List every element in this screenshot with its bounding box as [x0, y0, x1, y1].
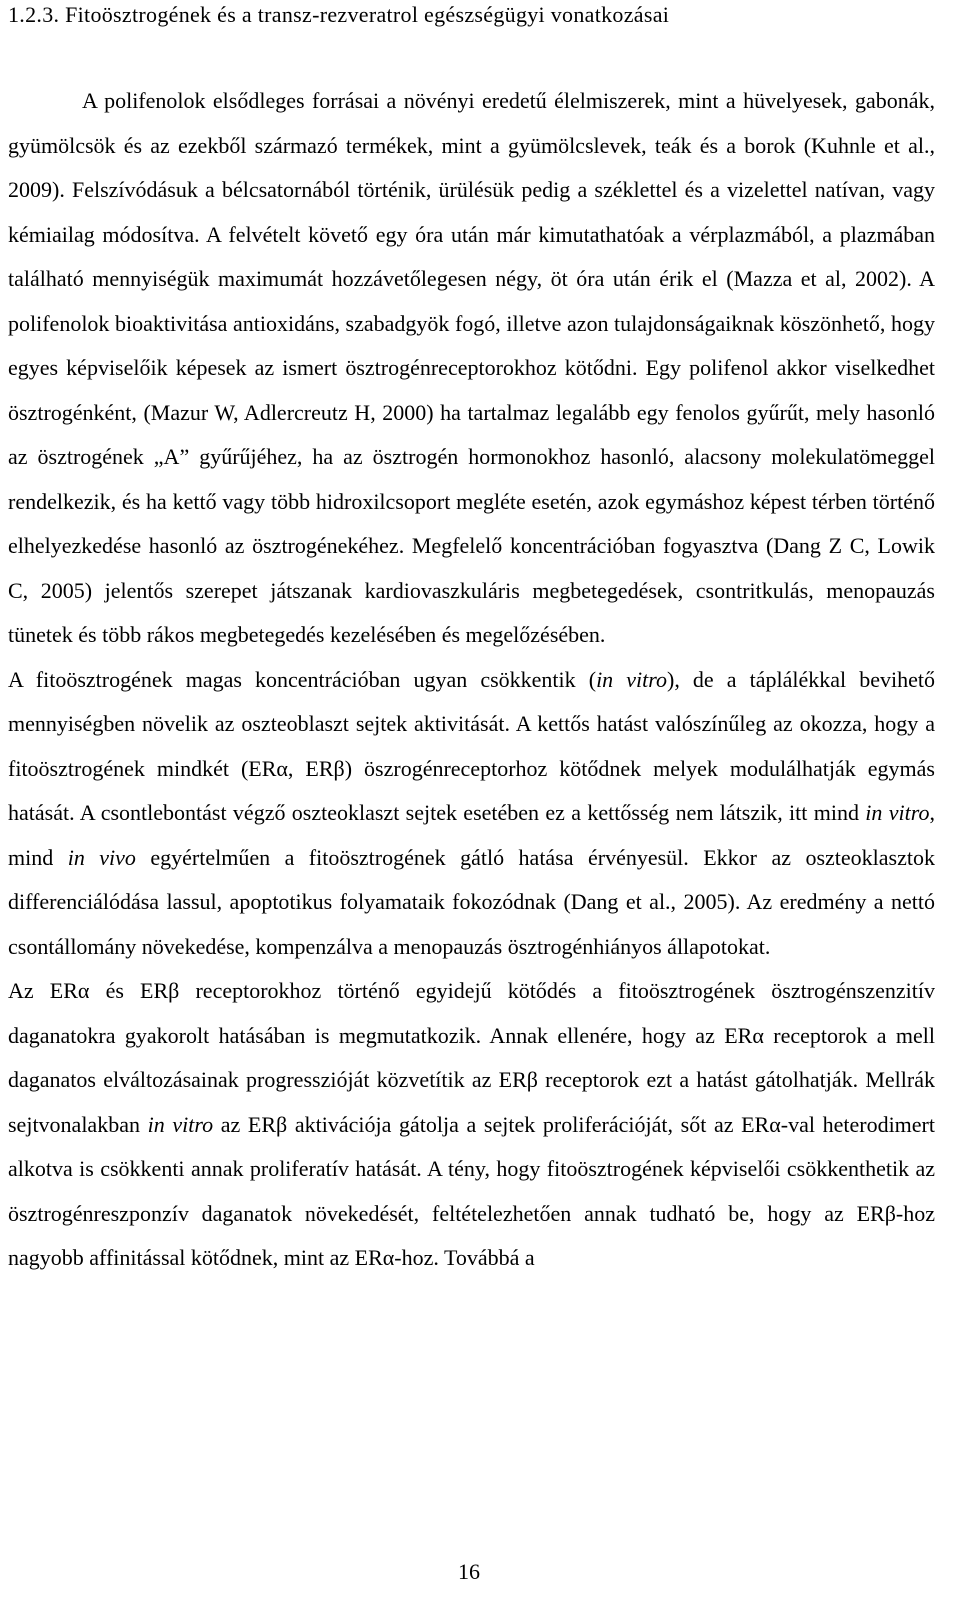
paragraph-polifenol-sources: A polifenolok elsődleges forrásai a növényi eredetű élelmiszerek, mint a hüvelyesek, gabonák, gyümölcsök és az ezekből származó termékek, mint a gyümölcslevek, teák és a borok (Kuhnle et al., 2009). Felszívódásuk a bélcsatornából történik, ürülésük pedig a széklettel és a vizelettel natívan, vagy kémiailag módosítva. A felvételt követő egy óra után már kimutathatóak a vérplazmából, a plazmában található mennyiségük maximumát hozzávetőlegesen négy, öt óra után érik el (Mazza et al, 2002). A polifenolok bioaktivitása antioxidáns, szabadgyök fogó, illetve azon tulajdonságaiknak köszönhető, hogy egyes képviselőik képesek az ismert ösztrogénreceptorokhoz kötődni. Egy polifenol akkor viselkedhet ösztrogénként, (Mazur W, Adlercreutz H, 2000) ha tartalmaz legalább egy fenolos gyűrűt, mely hasonló az ösztrogének „A” gyűrűjéhez, ha az ösztrogén hormonokhoz hasonló, alacsony molekulatömeggel rendelkezik, és ha kettő vagy több hidroxilcsoport megléte esetén, azok egymáshoz képest térben történő elhelyezkedése hasonló az ösztrogénekéhez. Megfelelő koncentrációban fogyasztva (Dang Z C, Lowik C, 2005) jelentős szerepet játszanak kardiovaszkuláris megbetegedések, csontritkulás, menopauzás tünetek és több rákos megbetegedés kezelésében és megelőzésében. — [8, 88, 935, 647]
text-run: az ERβ aktivációja gátolja a sejtek proliferációját, sőt az ERα-val heterodimert alkotva is csökkenti annak proliferatív hatását. A tény, hogy fitoösztrogének képviselői csökkenthetik az ösztrogénreszponzív daganatok növekedését, feltételezhetően annak tudható be, hogy az ERβ-hoz nagyobb affinitással kötődnek, mint az ERα-hoz. Továbbá a — [8, 1111, 935, 1270]
italic-term: in vitro — [865, 800, 930, 825]
text-run: ), de a táplálékkal bevihető mennyiségben növelik az oszteoblaszt sejtek aktivitását. A kettős hatást valószínűleg az okozza, hogy a fitoösztrogének mindkét (ERα, ERβ) öszrogénreceptorhoz kötődnek melyek modulálhatják egymás hatását. A csontlebontást végző oszteoklaszt sejtek esetében ez a kettősség nem látszik, itt mind — [8, 666, 935, 825]
italic-term: in vivo — [67, 844, 136, 870]
italic-term: in vitro — [596, 666, 668, 692]
text-run: Az ERα és ERβ receptorokhoz történő egyidejű kötődés a fitoösztrogének ösztrogénszenzitív daganatokra gyakorolt hatásában is megmutatkozik. Annak ellenére, hogy az ERα receptorok a mell daganatos elváltozásainak progresszióját közvetítik az ERβ receptorok ezt a hatást gátolhatják. Mellrák sejtvonalakban — [8, 978, 935, 1137]
text-run: , mind — [8, 800, 935, 870]
italic-term: in vitro — [147, 1111, 214, 1137]
document-body — [8, 79, 935, 1281]
text-run: A fitoösztrogének magas koncentrációban ugyan csökkentik ( — [8, 666, 597, 692]
section-heading: 1.2.3. Fitoösztrogének és a transz-rezveratrol egészségügyi vonatkozásai — [8, 2, 670, 27]
text-run: egyértelműen a fitoösztrogének gátló hatása érvényesül. Ekkor az oszteoklasztok differenciálódása lassul, apoptotikus folyamataik fokozódnak (Dang et al., 2005). Az eredmény a nettó csontállomány növekedése, kompenzálva a menopauzás ösztrogénhiányos állapotokat. — [8, 844, 935, 959]
paragraph-bone-effects — [8, 658, 935, 970]
page-number: 16 — [458, 1559, 480, 1584]
paragraph-receptor-effects — [8, 969, 935, 1281]
